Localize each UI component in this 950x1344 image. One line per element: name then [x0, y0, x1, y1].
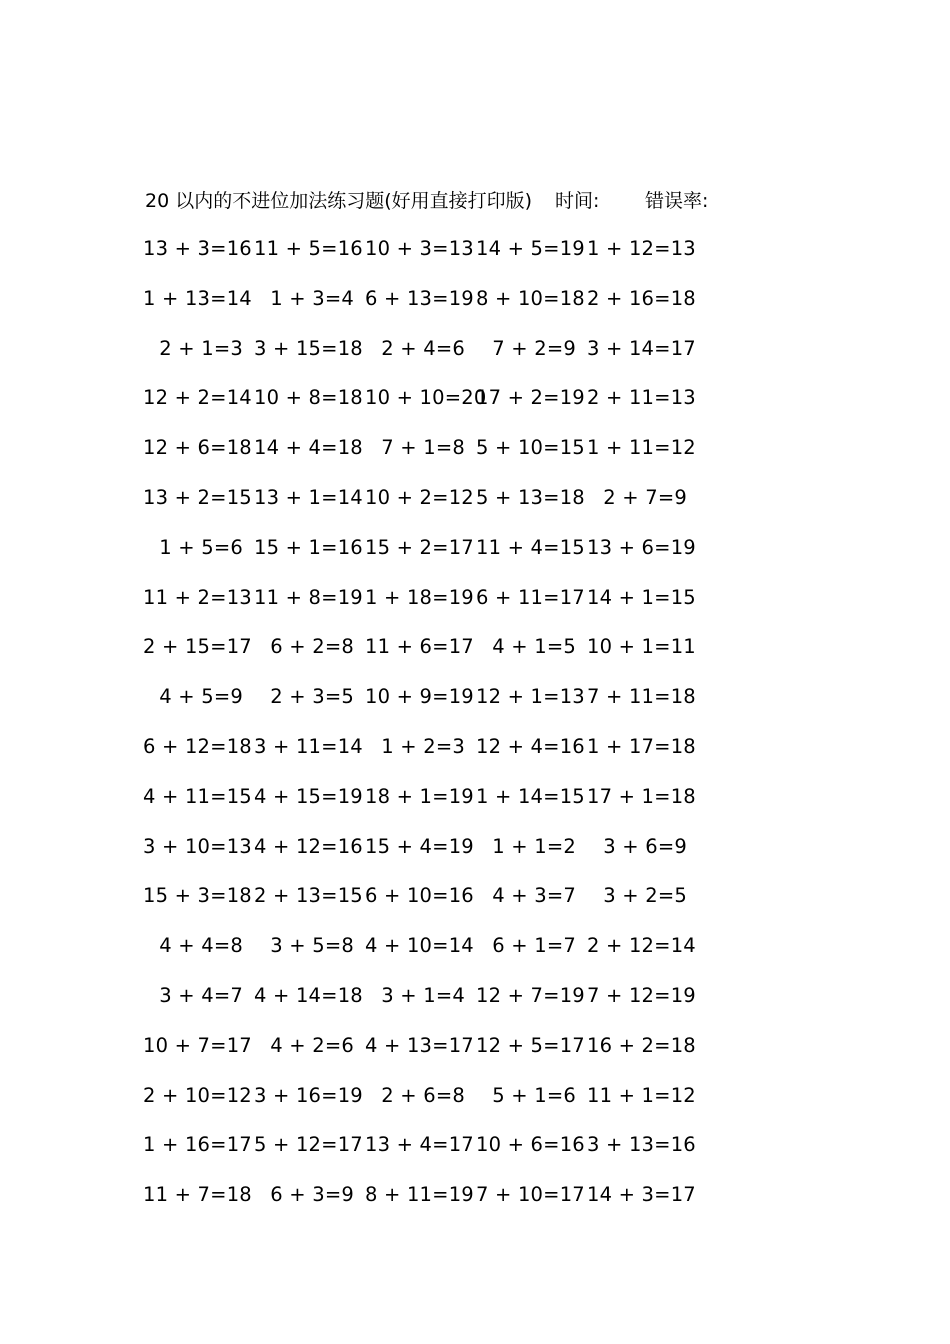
addition-problem: 2 + 10=12: [143, 1083, 252, 1107]
addition-problem: 11 + 1=12: [587, 1083, 696, 1107]
addition-problem: 4 + 11=15: [143, 784, 252, 808]
addition-problem: 6 + 12=18: [143, 734, 252, 758]
addition-problem: 1 + 14=15: [476, 784, 585, 808]
addition-problem: 15 + 1=16: [254, 535, 363, 559]
addition-problem: 2 + 16=18: [587, 286, 696, 310]
problem-row: [0, 681, 950, 731]
problem-row: [0, 831, 950, 881]
addition-problem: 11 + 4=15: [476, 535, 585, 559]
problem-row: [0, 930, 950, 980]
addition-problem: 1 + 11=12: [587, 436, 696, 460]
addition-problem: 4 + 10=14: [365, 934, 474, 958]
addition-problem: 2 + 11=13: [587, 386, 696, 410]
addition-problem: 10 + 6=16: [476, 1133, 585, 1157]
worksheet-title: 20 以内的不进位加法练习题(好用直接打印版): [145, 190, 533, 212]
addition-problem: 13 + 1=14: [254, 485, 363, 509]
addition-problem: 3 + 13=16: [587, 1133, 696, 1157]
addition-problem: 2 + 15=17: [143, 635, 252, 659]
problem-row: [0, 382, 950, 432]
addition-problem: 17 + 2=19: [476, 386, 585, 410]
addition-problem: 1 + 18=19: [365, 585, 474, 609]
addition-problem: 4 + 3=7: [492, 884, 576, 908]
addition-problem: 4 + 5=9: [159, 685, 243, 709]
addition-problem: 15 + 2=17: [365, 535, 474, 559]
addition-problem: 10 + 8=18: [254, 386, 363, 410]
addition-problem: 1 + 17=18: [587, 734, 696, 758]
addition-problem: 3 + 15=18: [254, 336, 363, 360]
addition-problem: 5 + 1=6: [492, 1083, 576, 1107]
problem-row: [0, 1179, 950, 1229]
addition-problem: 15 + 4=19: [365, 834, 474, 858]
addition-problem: 14 + 3=17: [587, 1183, 696, 1207]
addition-problem: 14 + 5=19: [476, 237, 585, 260]
addition-problem: 4 + 1=5: [492, 635, 576, 659]
addition-problem: 5 + 10=15: [476, 436, 585, 460]
addition-problem: 1 + 16=17: [143, 1133, 252, 1157]
addition-problem: 12 + 7=19: [476, 983, 585, 1007]
addition-problem: 6 + 10=16: [365, 884, 474, 908]
addition-problem: 6 + 3=9: [270, 1183, 354, 1207]
problem-row: [0, 333, 950, 383]
addition-problem: 15 + 3=18: [143, 884, 252, 908]
addition-problem: 16 + 2=18: [587, 1033, 696, 1057]
addition-problem: 3 + 4=7: [159, 983, 243, 1007]
addition-problem: 1 + 13=14: [143, 286, 252, 310]
addition-problem: 1 + 1=2: [492, 834, 576, 858]
addition-problem: 12 + 2=14: [143, 386, 252, 410]
addition-problem: 5 + 13=18: [476, 485, 585, 509]
problem-grid: [0, 233, 950, 1229]
addition-problem: 1 + 5=6: [159, 535, 243, 559]
addition-problem: 4 + 12=16: [254, 834, 363, 858]
addition-problem: 10 + 7=17: [143, 1033, 252, 1057]
addition-problem: 3 + 2=5: [603, 884, 687, 908]
addition-problem: 3 + 14=17: [587, 336, 696, 360]
problem-row: [0, 532, 950, 582]
problem-row: [0, 1030, 950, 1080]
addition-problem: 6 + 2=8: [270, 635, 354, 659]
problem-row: [0, 482, 950, 532]
addition-problem: 3 + 16=19: [254, 1083, 363, 1107]
addition-problem: 14 + 1=15: [587, 585, 696, 609]
addition-problem: 13 + 4=17: [365, 1133, 474, 1157]
addition-problem: 2 + 13=15: [254, 884, 363, 908]
addition-problem: 2 + 1=3: [159, 336, 243, 360]
addition-problem: 14 + 4=18: [254, 436, 363, 460]
problem-row: [0, 880, 950, 930]
addition-problem: 6 + 13=19: [365, 286, 474, 310]
addition-problem: 7 + 1=8: [381, 436, 465, 460]
addition-problem: 4 + 13=17: [365, 1033, 474, 1057]
addition-problem: 4 + 14=18: [254, 983, 363, 1007]
addition-problem: 13 + 2=15: [143, 485, 252, 509]
error-rate-label: 错误率:: [645, 190, 709, 212]
addition-problem: 7 + 2=9: [492, 336, 576, 360]
addition-problem: 4 + 2=6: [270, 1033, 354, 1057]
addition-problem: 11 + 5=16: [254, 237, 363, 260]
addition-problem: 3 + 11=14: [254, 734, 363, 758]
addition-problem: 7 + 12=19: [587, 983, 696, 1007]
problem-row: [0, 233, 950, 283]
addition-problem: 11 + 7=18: [143, 1183, 252, 1207]
addition-problem: 12 + 6=18: [143, 436, 252, 460]
addition-problem: 5 + 12=17: [254, 1133, 363, 1157]
worksheet-header: [145, 186, 845, 216]
addition-problem: 10 + 3=13: [365, 237, 474, 260]
addition-problem: 2 + 3=5: [270, 685, 354, 709]
addition-problem: 11 + 8=19: [254, 585, 363, 609]
problem-row: [0, 582, 950, 632]
addition-problem: 7 + 11=18: [587, 685, 696, 709]
addition-problem: 11 + 2=13: [143, 585, 252, 609]
addition-problem: 2 + 4=6: [381, 336, 465, 360]
addition-problem: 13 + 6=19: [587, 535, 696, 559]
addition-problem: 1 + 12=13: [587, 237, 696, 260]
addition-problem: 3 + 1=4: [381, 983, 465, 1007]
addition-problem: 8 + 10=18: [476, 286, 585, 310]
addition-problem: 2 + 12=14: [587, 934, 696, 958]
addition-problem: 11 + 6=17: [365, 635, 474, 659]
problem-row: [0, 283, 950, 333]
addition-problem: 10 + 1=11: [587, 635, 696, 659]
addition-problem: 12 + 4=16: [476, 734, 585, 758]
addition-problem: 8 + 11=19: [365, 1183, 474, 1207]
addition-problem: 4 + 4=8: [159, 934, 243, 958]
addition-problem: 10 + 9=19: [365, 685, 474, 709]
addition-problem: 1 + 3=4: [270, 286, 354, 310]
addition-problem: 6 + 11=17: [476, 585, 585, 609]
addition-problem: 3 + 5=8: [270, 934, 354, 958]
problem-row: [0, 1129, 950, 1179]
addition-problem: 13 + 3=16: [143, 237, 252, 260]
addition-problem: 17 + 1=18: [587, 784, 696, 808]
problem-row: [0, 731, 950, 781]
addition-problem: 2 + 6=8: [381, 1083, 465, 1107]
problem-row: [0, 1080, 950, 1130]
addition-problem: 18 + 1=19: [365, 784, 474, 808]
addition-problem: 12 + 1=13: [476, 685, 585, 709]
addition-problem: 12 + 5=17: [476, 1033, 585, 1057]
addition-problem: 3 + 6=9: [603, 834, 687, 858]
addition-problem: 3 + 10=13: [143, 834, 252, 858]
problem-row: [0, 980, 950, 1030]
problem-row: [0, 781, 950, 831]
addition-problem: 2 + 7=9: [603, 485, 687, 509]
addition-problem: 10 + 2=12: [365, 485, 474, 509]
time-label: 时间:: [555, 190, 600, 212]
addition-problem: 1 + 2=3: [381, 734, 465, 758]
problem-row: [0, 631, 950, 681]
addition-problem: 4 + 15=19: [254, 784, 363, 808]
problem-row: [0, 432, 950, 482]
addition-problem: 6 + 1=7: [492, 934, 576, 958]
addition-problem: 10 + 10=20: [365, 386, 487, 410]
addition-problem: 7 + 10=17: [476, 1183, 585, 1207]
